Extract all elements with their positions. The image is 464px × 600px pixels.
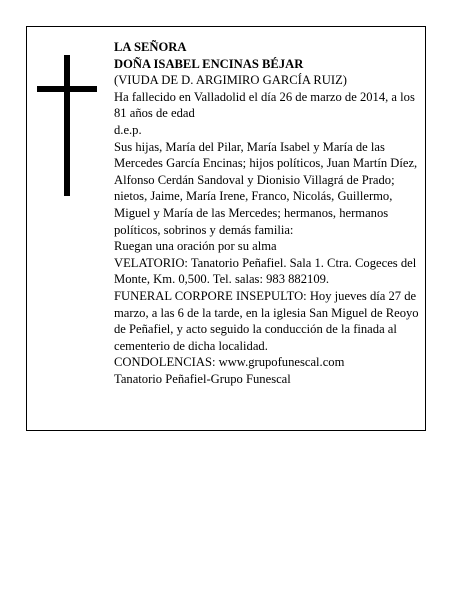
header-title: LA SEÑORA <box>114 40 187 54</box>
cross-horizontal-bar <box>37 86 97 92</box>
condolences-info: CONDOLENCIAS: www.grupofunescal.com <box>114 355 345 370</box>
rip: d.e.p. <box>114 122 142 137</box>
deceased-name: DOÑA ISABEL ENCINAS BÉJAR <box>114 56 304 71</box>
widow-of: (VIUDA DE D. ARGIMIRO GARCÍA RUIZ) <box>114 73 347 88</box>
prayer-request: Ruegan una oración por su alma <box>114 239 277 254</box>
death-info: Ha fallecido en Valladolid el día 26 de marzo de 2014, a los 81 años de edad <box>114 89 415 121</box>
funeral-info: FUNERAL CORPORE INSEPULTO: Hoy jueves día 27 de marzo, a las 6 de la tarde, en la iglesia San Miguel de Reoyo de Peñafiel, y acto seguido la conducción de la finada al cementerio de dicha localidad. <box>114 288 419 353</box>
signature: Tanatorio Peñafiel-Grupo Funescal <box>114 371 291 386</box>
wake-info: VELATORIO: Tanatorio Peñafiel. Sala 1. Ctra. Cogeces del Monte, Km. 0,500. Tel. salas: 983 882109. <box>114 255 417 287</box>
obituary-text <box>114 39 420 387</box>
cross-vertical-bar <box>64 55 70 196</box>
family-list: Sus hijas, María del Pilar, María Isabel y María de las Mercedes García Encinas; hijos políticos, Juan Martín Díez, Alfonso Cerdán Sandoval y Dionisio Villagrá de Prado; nietos, Jaime, María Irene, Franco, Nicolás, Guillermo, Miguel y María de las Mercedes; hermanos, hermanos políticos, sobrinos y demás familia: <box>114 139 418 237</box>
